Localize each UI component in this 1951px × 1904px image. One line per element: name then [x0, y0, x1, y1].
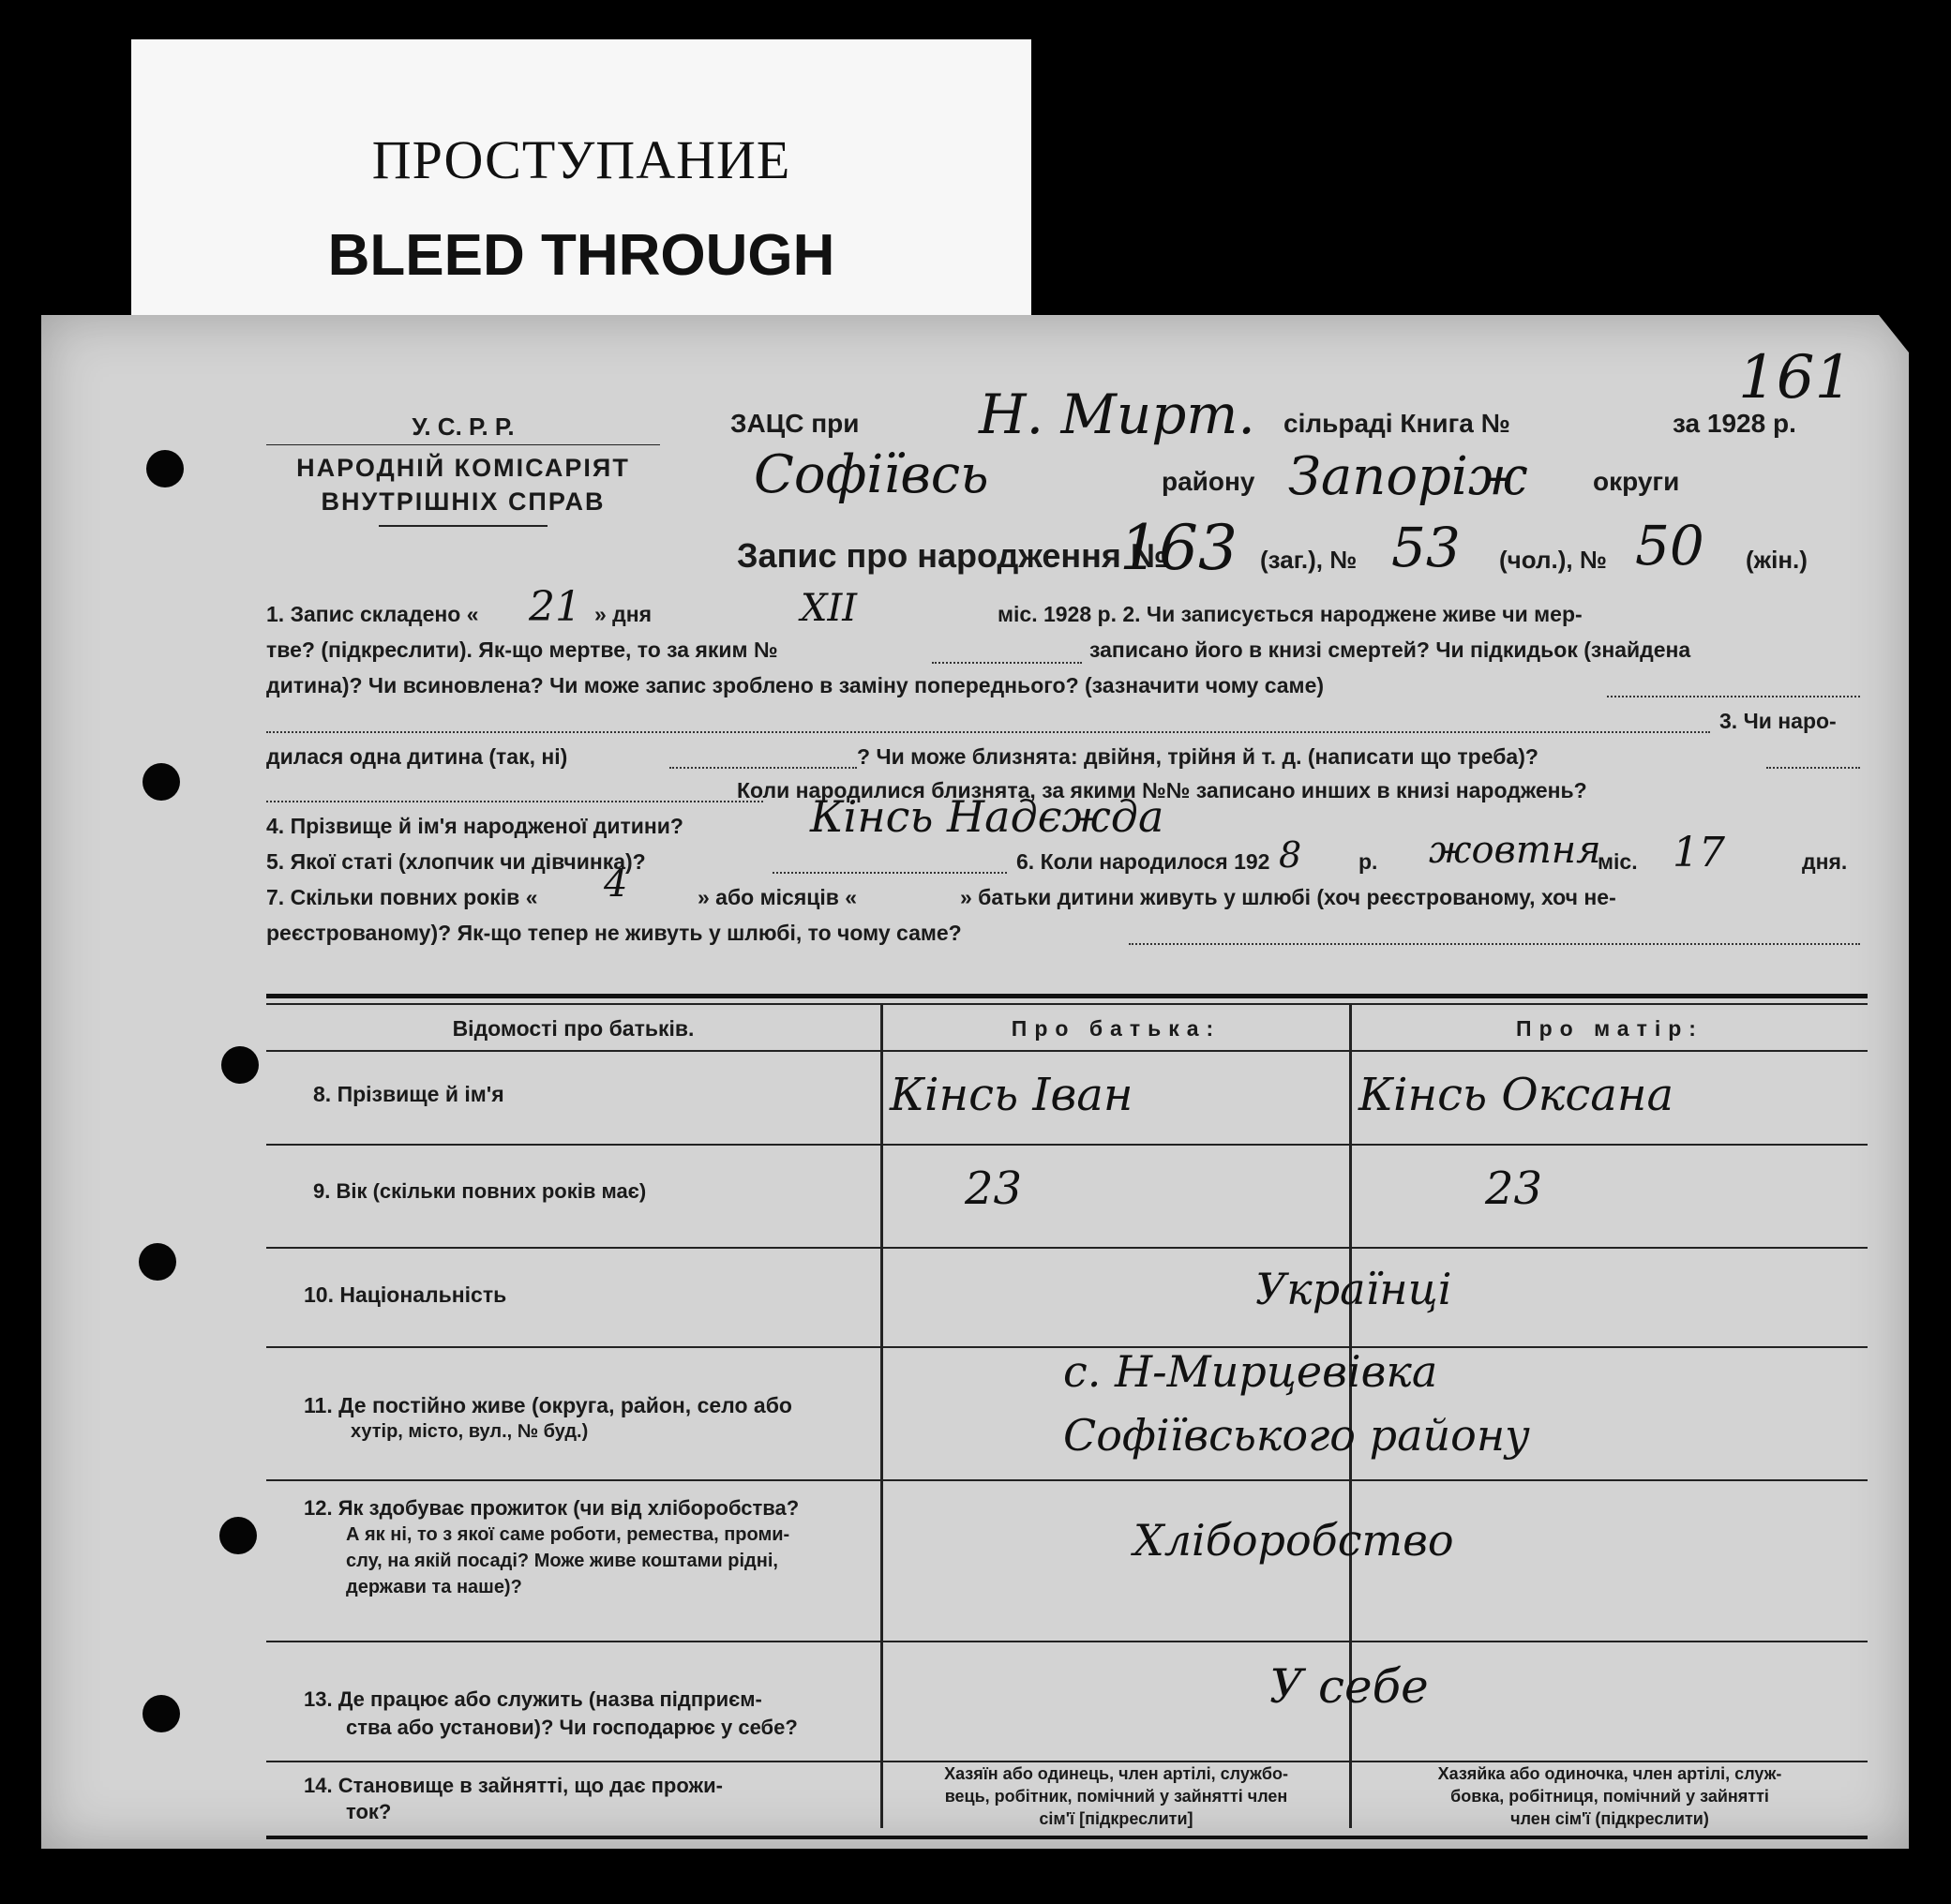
punch-hole [143, 1695, 180, 1732]
residence-line-2: Софіївського району [1063, 1410, 1530, 1461]
bleed-through-label [131, 39, 1031, 316]
table-header-parents: Відомості про батьків. [452, 1016, 695, 1041]
q6-day: 17 [1673, 829, 1725, 877]
record-title: Запис про народження № [737, 536, 1169, 575]
ussr-heading: У. С. Р. Р. [412, 412, 515, 441]
village-handwritten: Н. Мирт. [979, 382, 1255, 446]
row-12-label-1: 12. Як здобуває прожиток (чи від хліборобства? [304, 1496, 800, 1520]
mother-status-2: бовка, робітниця, помічний у зайнятті [1450, 1787, 1769, 1806]
row-12-label-2: А як ні, то з якої саме роботи, ремества, проми- [346, 1524, 790, 1545]
punch-hole [221, 1046, 259, 1084]
row-9-label: 9. Вік (скільки повних років має) [313, 1179, 647, 1203]
okrug-handwritten: Запоріж [1288, 446, 1528, 507]
q1-month: XII [801, 587, 858, 630]
q6-year: 8 [1279, 834, 1302, 876]
q6-label-b: р. [1358, 849, 1378, 874]
row-11-label-1: 11. Де постійно живе (округа, район, село або [304, 1393, 792, 1417]
mother-name: Кінсь Оксана [1358, 1069, 1674, 1121]
q3-label: 3. Чи наро- [1719, 709, 1837, 733]
q3-line3: Коли народилися близнята, за якими №№ записано инших в книзі народжень? [737, 778, 1587, 802]
nationality: Українці [1255, 1264, 1452, 1314]
q7-label-a: 7. Скільки повних років « [266, 885, 538, 909]
residence-line-1: с. Н-Мирцевівка [1063, 1346, 1438, 1397]
q1-label-b: » дня [594, 602, 653, 626]
father-age: 23 [965, 1162, 1023, 1215]
q2-line3: дитина)? Чи всиновлена? Чи може запис зроблено в заміну попереднього? (зазначити чому саме) [266, 673, 1325, 697]
record-number-total: 163 [1119, 512, 1238, 584]
q4-answer: Кінсь Надєжда [810, 791, 1164, 842]
row-14-label-1: 14. Становище в зайнятті, що дає прожи- [304, 1774, 723, 1797]
mother-age: 23 [1485, 1162, 1543, 1215]
punch-hole [146, 450, 184, 487]
q7-line2: реєстрованому)? Як-що тепер не живуть у шлюбі, то чому саме? [266, 921, 962, 945]
q1-label-c: міс. 1928 р. 2. Чи записується народжене живе чи мер- [998, 602, 1583, 626]
district-handwritten: Софіївсь [754, 444, 989, 505]
zags-label: ЗАЦС при [730, 409, 860, 438]
father-status-1: Хазяїн або одинець, член артілі, службо- [944, 1764, 1288, 1783]
q4-label: 4. Прізвище й ім'я народженої дитини? [266, 814, 683, 838]
father-status-3: сім'ї [підкреслити] [1039, 1809, 1193, 1828]
punch-hole [139, 1243, 176, 1281]
zhin-label: (жін.) [1746, 546, 1808, 574]
q2-line2-a: тве? (підкреслити). Як-що мертве, то за яким № [266, 637, 778, 662]
q1-day: 21 [529, 583, 581, 631]
row-12-label-3: слу, на якій посаді? Може живе коштами рідні, [346, 1551, 778, 1571]
okrugy-label: округи [1593, 467, 1680, 496]
silradi-label: сільраді Книга № [1283, 409, 1510, 438]
q6-month: жовтня [1429, 829, 1601, 872]
q6-label-d: дня. [1802, 849, 1848, 874]
label-english: BLEED THROUGH [327, 223, 835, 288]
q1-label-a: 1. Запис складено « [266, 602, 479, 626]
record-number-female: 50 [1635, 514, 1704, 577]
q2-line2-b: записано його в книзі смертей? Чи підкидьок (знайдена [1089, 637, 1691, 662]
father-status-2: вець, робітник, помічний у зайнятті член [944, 1787, 1288, 1806]
q7-years: 4 [604, 862, 628, 906]
punch-hole [143, 763, 180, 801]
torn-corner [1879, 315, 1916, 362]
page-number: 161 [1738, 343, 1853, 412]
livelihood: Хліборобство [1133, 1515, 1454, 1566]
raionu-label: району [1162, 467, 1255, 496]
q6-label-a: 6. Коли народилося 192 [1016, 849, 1270, 874]
table-header-father: Про батька: [1011, 1016, 1222, 1041]
birth-record-sheet [41, 315, 1909, 1849]
father-name: Кінсь Іван [890, 1069, 1133, 1121]
mother-status-3: член сім'ї (підкреслити) [1510, 1809, 1709, 1828]
row-8-label: 8. Прізвище й ім'я [313, 1082, 504, 1106]
commissariat-line-1: НАРОДНІЙ КОМІСАРІЯТ [296, 454, 630, 482]
table-header-mother: Про матір: [1516, 1016, 1703, 1041]
punch-hole [219, 1517, 257, 1554]
row-11-label-2: хутір, місто, вул., № буд.) [351, 1421, 589, 1442]
row-10-label: 10. Національність [304, 1282, 507, 1307]
q7-label-b: » або місяців « [698, 885, 858, 909]
record-number-male: 53 [1391, 516, 1461, 579]
label-russian: ПРОСТУПАНИЕ [371, 129, 791, 190]
mother-status-1: Хазяйка або одиночка, член артілі, служ- [1437, 1764, 1782, 1783]
zag-label: (заг.), № [1260, 546, 1358, 574]
q3-line2-a: дилася одна дитина (так, ні) [266, 744, 568, 769]
row-12-label-4: держави та наше)? [346, 1577, 522, 1597]
workplace: У себе [1269, 1659, 1429, 1714]
chol-label: (чол.), № [1499, 546, 1607, 574]
commissariat-line-2: ВНУТРІШНІХ СПРАВ [321, 487, 606, 516]
q5-label: 5. Якої статі (хлопчик чи дівчинка)? [266, 849, 646, 874]
q7-label-c: » батьки дитини живуть у шлюбі (хоч реєстрованому, хоч не- [960, 885, 1616, 909]
row-13-label-1: 13. Де працює або служить (назва підприєм- [304, 1687, 762, 1711]
row-13-label-2: ства або установи)? Чи господарює у себе? [346, 1716, 798, 1739]
row-14-label-2: ток? [346, 1800, 392, 1823]
q3-line2-b: ? Чи може близнята: двійня, трійня й т. д. (написати що треба)? [857, 744, 1538, 769]
q6-label-c: міс. [1598, 849, 1638, 874]
year-label: за 1928 р. [1673, 409, 1796, 438]
